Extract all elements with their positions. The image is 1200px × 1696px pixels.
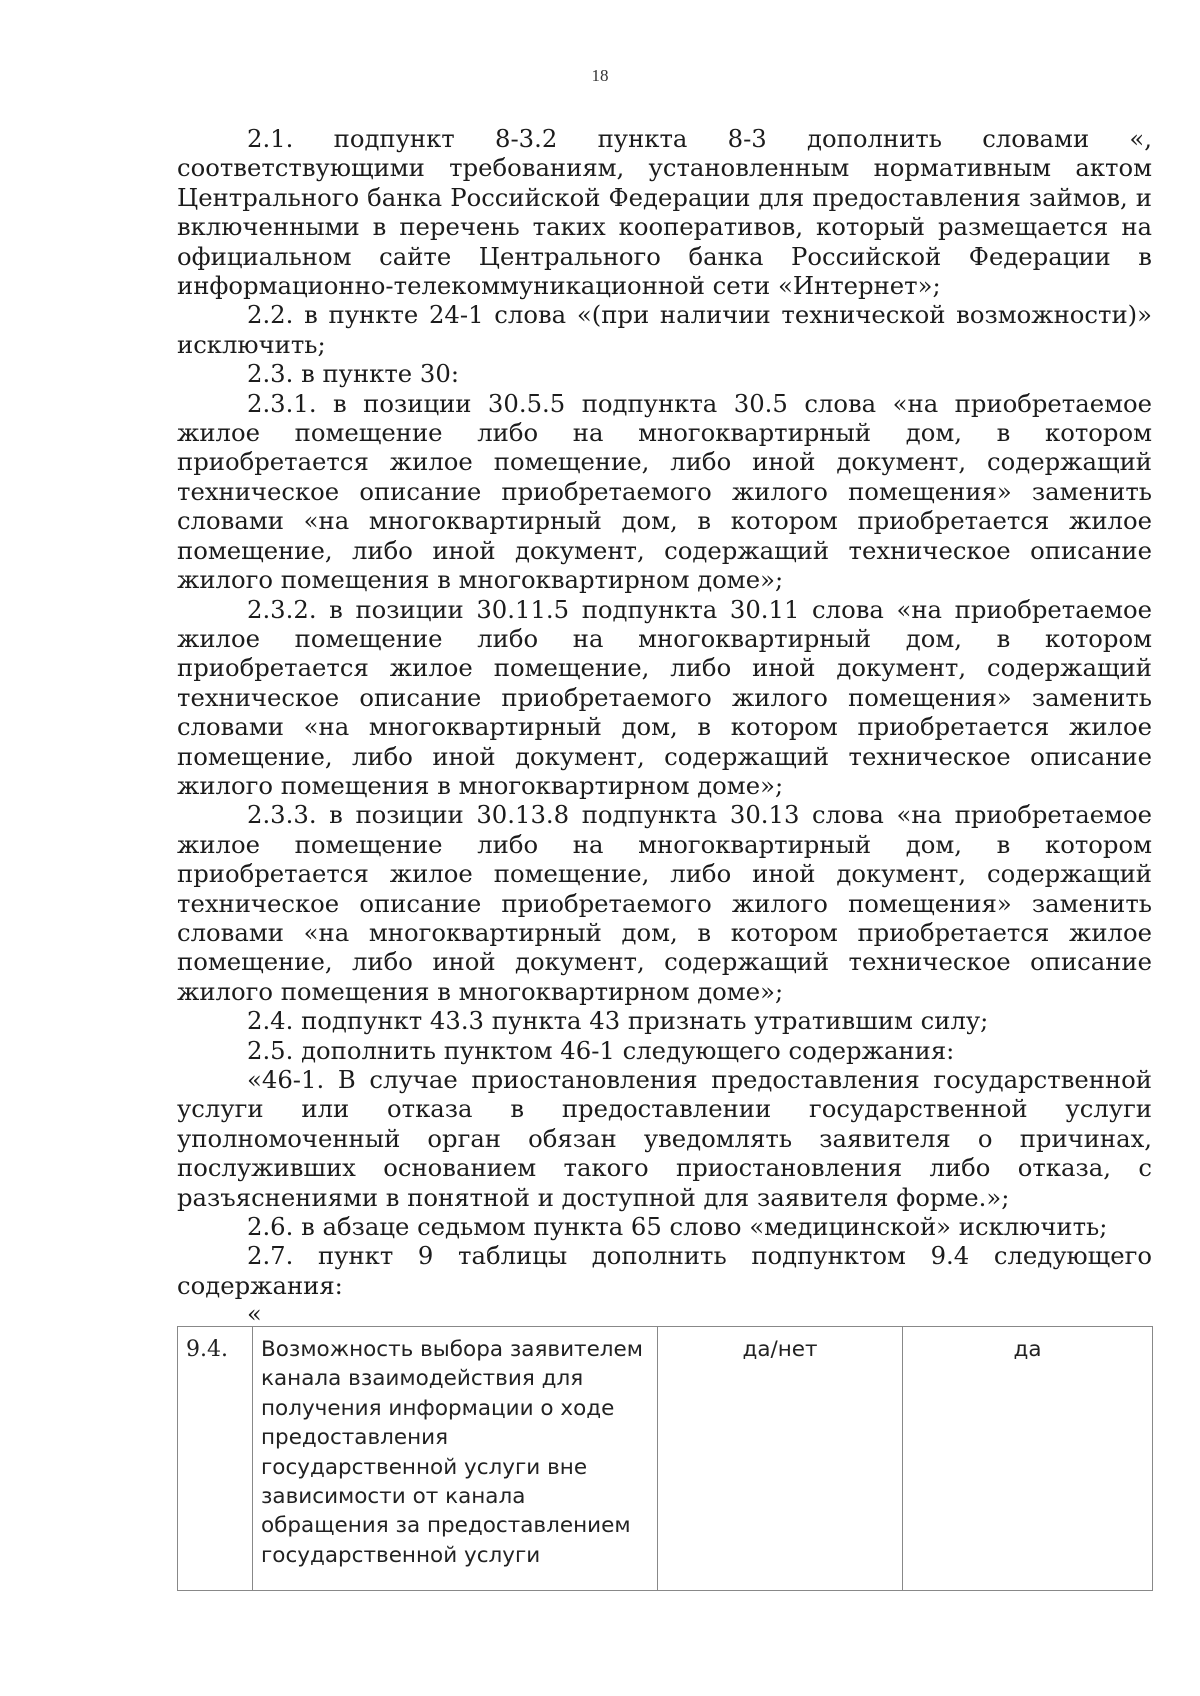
indicator-table xyxy=(177,1326,1153,1591)
paragraph-2-1: 2.1. подпункт 8-3.2 пункта 8-3 дополнить словами «, соответствующими требованиям, установленным нормативным актом Центрального банка Российской Федерации для предоставления займов, и включенными в перечень таких кооперативов, который размещается на официальном сайте Центрального банка Российской Федерации в информационно-телекоммуникационной сети «Интернет»; xyxy=(177,124,1152,301)
row-number-cell: 9.4. xyxy=(178,1327,253,1591)
row-value-cell: да xyxy=(903,1327,1153,1591)
paragraph-2-2: 2.2. в пункте 24-1 слова «(при наличии технической возможности)» исключить; xyxy=(177,300,1152,359)
paragraph-2-3-3: 2.3.3. в позиции 30.13.8 подпункта 30.13 слова «на приобретаемое жилое помещение либо на многоквартирный дом, в котором приобретается жилое помещение, либо иной документ, содержащий техническое описание приобретаемого жилого помещения» заменить словами «на многоквартирный дом, в котором приобретается жилое помещение, либо иной документ, содержащий техническое описание жилого помещения в многоквартирном доме»; xyxy=(177,800,1152,1006)
paragraph-2-4: 2.4. подпункт 43.3 пункта 43 признать утратившим силу; xyxy=(247,1006,989,1036)
table-row xyxy=(178,1327,1153,1591)
page-number: 18 xyxy=(591,66,609,85)
table-opening-quote: « xyxy=(247,1300,262,1328)
paragraph-2-3: 2.3. в пункте 30: xyxy=(247,359,460,389)
paragraph-2-3-2: 2.3.2. в позиции 30.11.5 подпункта 30.11 слова «на приобретаемое жилое помещение либо на многоквартирный дом, в котором приобретается жилое помещение, либо иной документ, содержащий техническое описание приобретаемого жилого помещения» заменить словами «на многоквартирный дом, в котором приобретается жилое помещение, либо иной документ, содержащий техническое описание жилого помещения в многоквартирном доме»; xyxy=(177,594,1152,800)
paragraph-2-5: 2.5. дополнить пунктом 46-1 следующего содержания: xyxy=(247,1035,955,1065)
paragraph-46-1-quote: «46-1. В случае приостановления предоставления государственной услуги или отказа в предоставлении государственной услуги уполномоченный орган обязан уведомлять заявителя о причинах, послуживших основанием такого приостановления либо отказа, с разъяснениями в понятной и доступной для заявителя форме.»; xyxy=(177,1065,1152,1212)
row-value-type-cell: да/нет xyxy=(658,1327,903,1591)
paragraph-2-3-1: 2.3.1. в позиции 30.5.5 подпункта 30.5 слова «на приобретаемое жилое помещение либо на многоквартирный дом, в котором приобретается жилое помещение, либо иной документ, содержащий техническое описание приобретаемого жилого помещения» заменить словами «на многоквартирный дом, в котором приобретается жилое помещение, либо иной документ, содержащий техническое описание жилого помещения в многоквартирном доме»; xyxy=(177,388,1152,595)
paragraph-2-7: 2.7. пункт 9 таблицы дополнить подпунктом 9.4 следующего содержания: xyxy=(177,1241,1152,1300)
row-description-cell: Возможность выбора заявителем канала взаимодействия для получения информации о ходе предоставления государственной услуги вне зависимости от канала обращения за предоставлением государственной услуги xyxy=(253,1327,658,1591)
document-body xyxy=(177,124,1152,1300)
paragraph-2-6: 2.6. в абзаце седьмом пункта 65 слово «медицинской» исключить; xyxy=(247,1212,1108,1242)
